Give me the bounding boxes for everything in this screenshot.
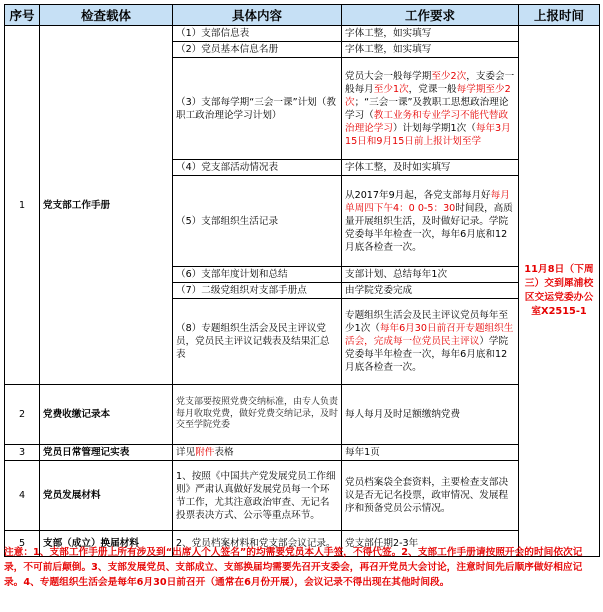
row-number: 1 xyxy=(5,26,40,385)
req-highlight: 至少2次 xyxy=(431,70,467,82)
row-content: （6）支部年度计划和总结 xyxy=(173,267,342,283)
req-text: 党员大会一般每学期 xyxy=(345,70,432,82)
req-highlight: 每月单周四下午4：0 0-5：30 xyxy=(345,189,510,214)
table-row xyxy=(5,461,600,531)
table-row xyxy=(5,26,600,42)
row-content: （2）党员基本信息名册 xyxy=(173,42,342,58)
row-content: （4）党支部活动情况表 xyxy=(173,160,342,176)
row-content xyxy=(173,445,342,461)
row-content: （8）专题组织生活会及民主评议党员，党员民主评议记载表及结果汇总表 xyxy=(173,299,342,385)
header-report-time: 上报时间 xyxy=(519,5,600,26)
req-text: ，支委会一般每月 xyxy=(345,70,515,95)
row-carrier: 支部（成立）换届材料 xyxy=(40,531,173,557)
row-requirement: 支部计划、总结每年1次 xyxy=(342,267,519,283)
row-requirement: 字体工整，如实填写 xyxy=(342,42,519,58)
row-requirement: 党员档案袋全套资料，主要检查支部决议是否无记名投票，政审情况、发展程序和预备党员公示情况。 xyxy=(342,461,519,531)
row-requirement: 党支部任期2-3年 xyxy=(342,531,519,557)
req-text: 从2017年9月起，各党支部每月好 xyxy=(345,189,491,201)
header-num: 序号 xyxy=(5,5,40,26)
content-text: 详见 xyxy=(176,447,196,458)
table-row xyxy=(5,385,600,445)
content-text: 表格 xyxy=(214,447,234,458)
row-requirement xyxy=(342,58,519,160)
report-time-cell: 11月8日（下周三）交到犀浦校区交运党委办公室X2515-1 xyxy=(519,26,600,557)
req-text: 专题组织生活会及民主评议党员每年至少1次（ xyxy=(345,310,509,334)
row-content: 党支部要按照党费交纳标准，由专人负责每月收取党费，做好党费交纳记录，及时交至学院党委 xyxy=(173,385,342,445)
row-carrier: 党费收缴记录本 xyxy=(40,385,173,445)
attachment-highlight: 附件 xyxy=(195,447,215,458)
req-text: ）计划每学期1次（ xyxy=(392,122,476,134)
row-requirement: 每年1页 xyxy=(342,445,519,461)
req-highlight: 教工业务和专业学习不能代替政治理论学习 xyxy=(345,109,509,134)
row-requirement xyxy=(342,299,519,385)
row-number: 2 xyxy=(5,385,40,445)
row-carrier: 党支部工作手册 xyxy=(40,26,173,385)
row-carrier: 党员日常管理记实表 xyxy=(40,445,173,461)
row-content: （1）支部信息表 xyxy=(173,26,342,42)
req-highlight: 至少1次 xyxy=(373,83,409,95)
row-number: 3 xyxy=(5,445,40,461)
row-carrier: 党员发展材料 xyxy=(40,461,173,531)
header-content: 具体内容 xyxy=(173,5,342,26)
row-requirement: 字体工整，如实填写 xyxy=(342,26,519,42)
row-content: （3）支部每学期“三会一课”计划（教职工政治理论学习计划） xyxy=(173,58,342,160)
header-row xyxy=(5,5,600,26)
row-requirement: 字体工整，及时如实填写 xyxy=(342,160,519,176)
req-highlight: 每年3月15日和9月15日前上报计划至学 xyxy=(345,122,511,147)
req-text: ）学院党委每半年检查一次，每年6月底和12月底各检查一次。 xyxy=(345,336,509,373)
row-content: （7）二级党组织对支部手册点 xyxy=(173,283,342,299)
row-content: 1、按照《中国共产党发展党员工作细则》严肃认真做好发展党员每一个环节工作，尤其注意政治审查、无记名投票表决方式、公示等重点环节。 xyxy=(173,461,342,531)
inspection-table xyxy=(4,4,600,557)
header-carrier: 检查载体 xyxy=(40,5,173,26)
row-content: 2、党员档案材料和党支部会议记录。 xyxy=(173,531,342,557)
header-requirement: 工作要求 xyxy=(342,5,519,26)
row-requirement: 由学院党委完成 xyxy=(342,283,519,299)
req-highlight: 每学期至少2次 xyxy=(345,83,511,108)
req-text: 时间段，高质量开展组织生活，及时做好记录。学院党委每半年检查一次，每年6月底和12月底各检查一次。 xyxy=(345,202,513,253)
row-number: 4 xyxy=(5,461,40,531)
req-text: ；“三会一课”及教职工思想政治理论学习（ xyxy=(345,96,509,121)
row-requirement xyxy=(342,176,519,267)
row-requirement: 每人每月及时足额缴纳党费 xyxy=(342,385,519,445)
row-number: 5 xyxy=(5,531,40,557)
notes-text: 注意：1、支部工作手册上所有涉及到“出席人个人签名”的均需要党员本人手签，不得代签。2、支部工作手册请按照开会的时间依次记录，不可前后颠倒。3、支部发展党员、支部成立、支部换届均需要先召开支委会，再召开党员大会讨论，注意时间先后顺序做好相应记录。4、专题组织生活会是每年6月30日前召开（通常在6月份开展），会议记录不得出现在其他时间段。 xyxy=(4,547,583,588)
req-text: ，党课一般 xyxy=(408,83,457,95)
req-highlight: 每年6月30日前召开专题组织生活会，完成每一位党员民主评议 xyxy=(345,323,514,347)
table-row xyxy=(5,445,600,461)
row-content: （5）支部组织生活记录 xyxy=(173,176,342,267)
